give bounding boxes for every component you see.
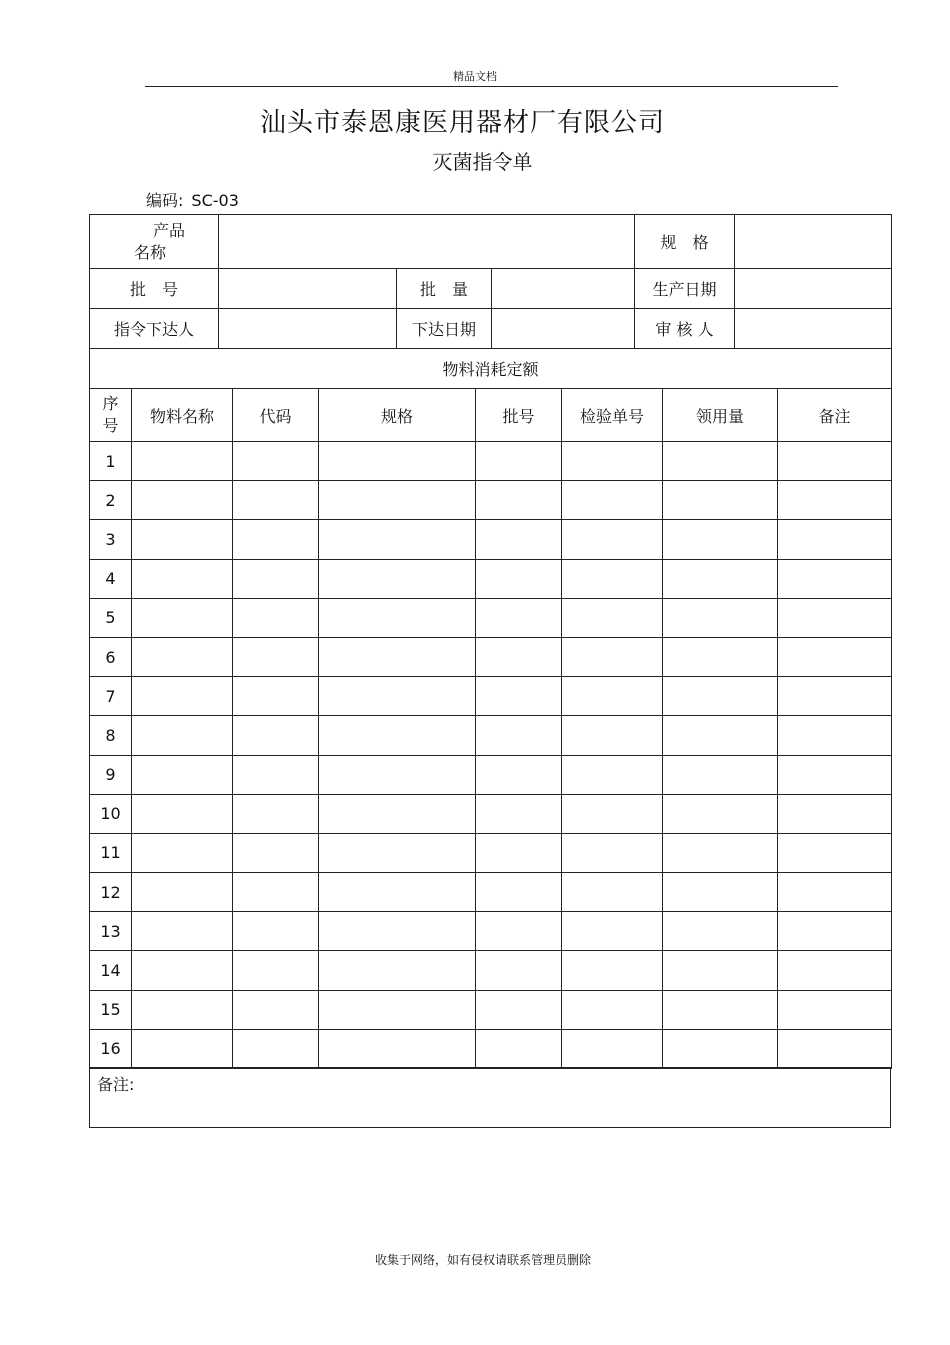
cell-code[interactable] (233, 481, 319, 520)
materials-table (89, 388, 892, 1069)
cell-remark[interactable] (778, 559, 892, 598)
cell-remark[interactable] (778, 990, 892, 1029)
col-code: 代码 (233, 389, 319, 442)
col-inspection-no: 检验单号 (562, 389, 663, 442)
remarks-label: 备注: (97, 1075, 135, 1094)
remarks-table (89, 1067, 891, 1128)
row-seq: 7 (90, 677, 132, 716)
col-spec: 规格 (319, 389, 476, 442)
cell-inspection-no[interactable] (562, 912, 663, 951)
cell-code[interactable] (233, 912, 319, 951)
table-row (90, 912, 892, 951)
cell-remark[interactable] (778, 442, 892, 481)
table-row (90, 677, 892, 716)
row-seq: 8 (90, 716, 132, 755)
header-divider (145, 86, 838, 87)
col-batch: 批号 (476, 389, 562, 442)
row-seq: 5 (90, 598, 132, 637)
cell-spec[interactable] (319, 520, 476, 559)
cell-spec[interactable] (319, 912, 476, 951)
materials-body (90, 442, 892, 1069)
table-row (90, 520, 892, 559)
cell-spec[interactable] (319, 755, 476, 794)
cell-remark[interactable] (778, 755, 892, 794)
cell-spec[interactable] (319, 559, 476, 598)
cell-qty[interactable] (663, 677, 778, 716)
cell-code[interactable] (233, 598, 319, 637)
cell-code[interactable] (233, 990, 319, 1029)
row-seq: 1 (90, 442, 132, 481)
cell-batch[interactable] (476, 716, 562, 755)
batch-no-label: 批 号 (90, 269, 219, 309)
col-seq-line2: 号 (102, 416, 119, 435)
cell-spec[interactable] (319, 1029, 476, 1068)
cell-inspection-no[interactable] (562, 637, 663, 676)
cell-qty[interactable] (663, 990, 778, 1029)
product-name-field[interactable] (219, 215, 635, 269)
cell-material-name[interactable] (132, 716, 233, 755)
cell-code[interactable] (233, 1029, 319, 1068)
cell-code[interactable] (233, 755, 319, 794)
row-seq: 10 (90, 794, 132, 833)
cell-inspection-no[interactable] (562, 677, 663, 716)
cell-qty[interactable] (663, 442, 778, 481)
cell-batch[interactable] (476, 520, 562, 559)
cell-qty[interactable] (663, 794, 778, 833)
table-row (90, 637, 892, 676)
cell-qty[interactable] (663, 481, 778, 520)
cell-batch[interactable] (476, 481, 562, 520)
cell-spec[interactable] (319, 637, 476, 676)
issue-date-label: 下达日期 (397, 309, 492, 349)
col-seq (90, 389, 132, 442)
row-seq: 9 (90, 755, 132, 794)
cell-material-name[interactable] (132, 1029, 233, 1068)
cell-code[interactable] (233, 833, 319, 872)
cell-material-name[interactable] (132, 990, 233, 1029)
cell-qty[interactable] (663, 833, 778, 872)
col-seq-line1: 序 (102, 394, 119, 413)
table-row (90, 990, 892, 1029)
cell-inspection-no[interactable] (562, 833, 663, 872)
cell-batch[interactable] (476, 598, 562, 637)
cell-inspection-no[interactable] (562, 520, 663, 559)
cell-qty[interactable] (663, 559, 778, 598)
prod-date-field[interactable] (735, 269, 892, 309)
reviewer-label: 审 核 人 (635, 309, 735, 349)
cell-batch[interactable] (476, 794, 562, 833)
table-row (90, 442, 892, 481)
issuer-label: 指令下达人 (90, 309, 219, 349)
row-seq: 15 (90, 990, 132, 1029)
row-seq: 4 (90, 559, 132, 598)
form-code-value: SC-03 (191, 191, 239, 210)
cell-batch[interactable] (476, 833, 562, 872)
cell-batch[interactable] (476, 637, 562, 676)
cell-batch[interactable] (476, 559, 562, 598)
table-row (90, 559, 892, 598)
table-row (90, 755, 892, 794)
order-info-table (89, 214, 892, 389)
cell-spec[interactable] (319, 873, 476, 912)
cell-code[interactable] (233, 677, 319, 716)
cell-inspection-no[interactable] (562, 1029, 663, 1068)
batch-qty-field[interactable] (492, 269, 635, 309)
cell-inspection-no[interactable] (562, 442, 663, 481)
cell-spec[interactable] (319, 794, 476, 833)
cell-batch[interactable] (476, 951, 562, 990)
cell-inspection-no[interactable] (562, 990, 663, 1029)
cell-spec[interactable] (319, 442, 476, 481)
cell-batch[interactable] (476, 912, 562, 951)
cell-material-name[interactable] (132, 833, 233, 872)
section-title: 物料消耗定额 (90, 349, 892, 389)
product-name-label-line2: 名称 (133, 242, 166, 262)
cell-remark[interactable] (778, 520, 892, 559)
cell-inspection-no[interactable] (562, 873, 663, 912)
table-row (90, 951, 892, 990)
cell-remark[interactable] (778, 912, 892, 951)
table-row (90, 716, 892, 755)
cell-qty[interactable] (663, 637, 778, 676)
cell-inspection-no[interactable] (562, 598, 663, 637)
spec-label: 规 格 (635, 215, 735, 269)
cell-spec[interactable] (319, 598, 476, 637)
issuer-field[interactable] (219, 309, 397, 349)
cell-code[interactable] (233, 637, 319, 676)
cell-remark[interactable] (778, 873, 892, 912)
cell-batch[interactable] (476, 755, 562, 794)
cell-remark[interactable] (778, 951, 892, 990)
row-seq: 6 (90, 637, 132, 676)
issue-date-field[interactable] (492, 309, 635, 349)
cell-inspection-no[interactable] (562, 794, 663, 833)
product-name-label-line1: 产品 (152, 220, 185, 240)
cell-batch[interactable] (476, 442, 562, 481)
batch-qty-label: 批 量 (397, 269, 492, 309)
cell-spec[interactable] (319, 951, 476, 990)
cell-qty[interactable] (663, 598, 778, 637)
form-code-label: 编码: (146, 191, 184, 210)
cell-remark[interactable] (778, 794, 892, 833)
table-row (90, 794, 892, 833)
product-name-label (90, 215, 219, 269)
cell-code[interactable] (233, 716, 319, 755)
row-seq: 13 (90, 912, 132, 951)
cell-code[interactable] (233, 794, 319, 833)
cell-inspection-no[interactable] (562, 755, 663, 794)
cell-material-name[interactable] (132, 520, 233, 559)
cell-code[interactable] (233, 442, 319, 481)
cell-material-name[interactable] (132, 481, 233, 520)
batch-no-field[interactable] (219, 269, 397, 309)
cell-remark[interactable] (778, 677, 892, 716)
table-row (90, 598, 892, 637)
cell-code[interactable] (233, 559, 319, 598)
row-seq: 14 (90, 951, 132, 990)
cell-qty[interactable] (663, 912, 778, 951)
cell-spec[interactable] (319, 481, 476, 520)
remarks-cell[interactable] (90, 1068, 891, 1128)
cell-inspection-no[interactable] (562, 559, 663, 598)
row-seq: 12 (90, 873, 132, 912)
cell-remark[interactable] (778, 833, 892, 872)
cell-material-name[interactable] (132, 755, 233, 794)
cell-code[interactable] (233, 873, 319, 912)
cell-spec[interactable] (319, 716, 476, 755)
row-seq: 11 (90, 833, 132, 872)
cell-qty[interactable] (663, 716, 778, 755)
header-note: 精品文档 (453, 70, 497, 83)
form-code (146, 188, 239, 211)
row-seq: 16 (90, 1029, 132, 1068)
company-name: 汕头市泰恩康医用器材厂有限公司 (259, 108, 665, 138)
reviewer-field[interactable] (735, 309, 892, 349)
cell-material-name[interactable] (132, 951, 233, 990)
table-row (90, 873, 892, 912)
table-row (90, 1029, 892, 1068)
cell-material-name[interactable] (132, 637, 233, 676)
cell-spec[interactable] (319, 990, 476, 1029)
cell-qty[interactable] (663, 873, 778, 912)
col-remark: 备注 (778, 389, 892, 442)
row-seq: 3 (90, 520, 132, 559)
cell-material-name[interactable] (132, 873, 233, 912)
cell-remark[interactable] (778, 637, 892, 676)
cell-spec[interactable] (319, 833, 476, 872)
cell-material-name[interactable] (132, 442, 233, 481)
cell-qty[interactable] (663, 755, 778, 794)
cell-spec[interactable] (319, 677, 476, 716)
spec-field[interactable] (735, 215, 892, 269)
cell-remark[interactable] (778, 481, 892, 520)
cell-inspection-no[interactable] (562, 716, 663, 755)
cell-inspection-no[interactable] (562, 481, 663, 520)
cell-batch[interactable] (476, 990, 562, 1029)
row-seq: 2 (90, 481, 132, 520)
cell-code[interactable] (233, 520, 319, 559)
table-row (90, 833, 892, 872)
cell-qty[interactable] (663, 951, 778, 990)
cell-remark[interactable] (778, 598, 892, 637)
cell-material-name[interactable] (132, 559, 233, 598)
prod-date-label: 生产日期 (635, 269, 735, 309)
table-row (90, 481, 892, 520)
col-qty: 领用量 (663, 389, 778, 442)
col-material-name: 物料名称 (132, 389, 233, 442)
footer-note: 收集于网络，如有侵权请联系管理员删除 (374, 1253, 591, 1267)
cell-batch[interactable] (476, 677, 562, 716)
cell-code[interactable] (233, 951, 319, 990)
cell-material-name[interactable] (132, 598, 233, 637)
form-title: 灭菌指令单 (432, 150, 533, 174)
cell-material-name[interactable] (132, 794, 233, 833)
materials-header-row (90, 389, 892, 442)
cell-material-name[interactable] (132, 677, 233, 716)
cell-batch[interactable] (476, 873, 562, 912)
cell-remark[interactable] (778, 716, 892, 755)
cell-remark[interactable] (778, 1029, 892, 1068)
cell-inspection-no[interactable] (562, 951, 663, 990)
cell-qty[interactable] (663, 520, 778, 559)
cell-qty[interactable] (663, 1029, 778, 1068)
cell-batch[interactable] (476, 1029, 562, 1068)
cell-material-name[interactable] (132, 912, 233, 951)
